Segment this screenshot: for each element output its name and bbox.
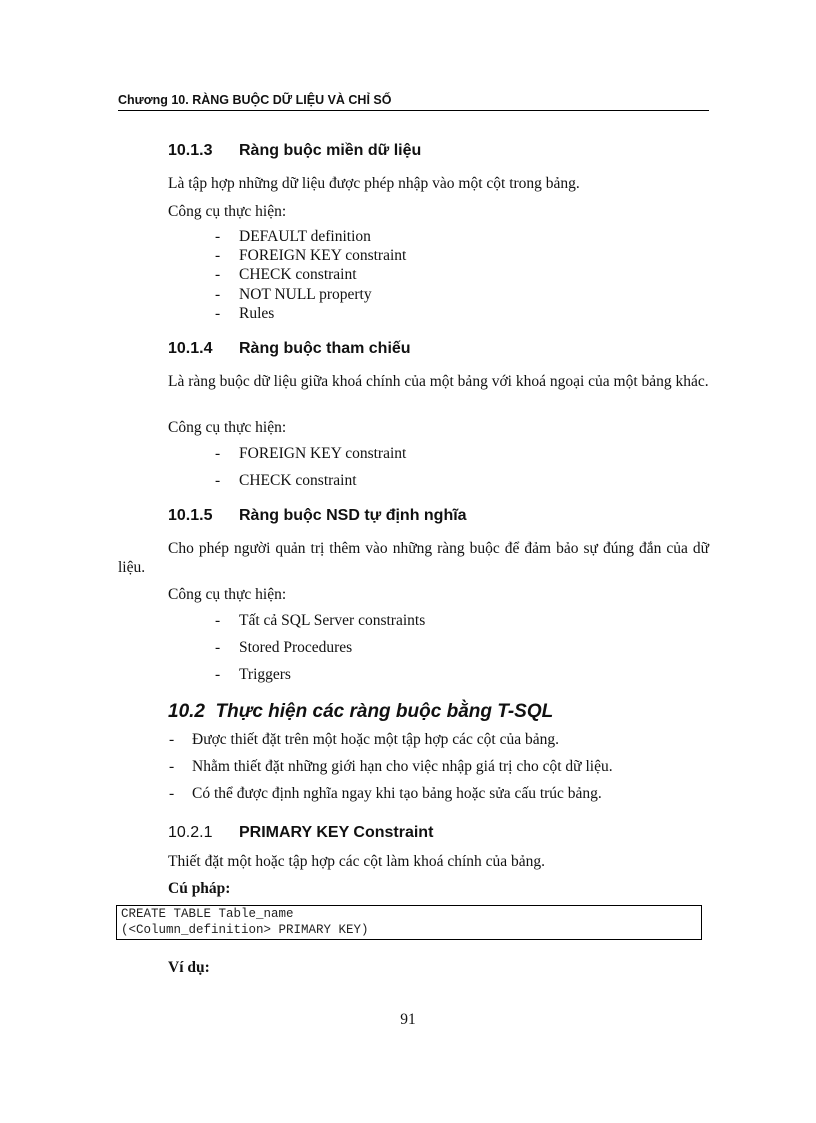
tools-label: Công cụ thực hiện:	[168, 419, 287, 436]
list-item: - DEFAULT definition	[215, 228, 371, 245]
section-paragraph: Thiết đặt một hoặc tập hợp các cột làm khoá chính của bảng.	[168, 853, 546, 870]
section-heading-10-2	[168, 701, 553, 723]
list-item: - Stored Procedures	[215, 639, 353, 656]
section-heading-10-1-4	[168, 340, 411, 358]
section-paragraph: Là tập hợp những dữ liệu được phép nhập vào một cột trong bảng.	[168, 175, 580, 192]
example-label: Ví dụ:	[168, 959, 210, 976]
section-title: Ràng buộc NSD tự định nghĩa	[239, 507, 467, 524]
page-number: 91	[400, 1011, 416, 1028]
section-number: 10.1.5	[168, 507, 213, 524]
tools-label: Công cụ thực hiện:	[168, 586, 287, 603]
list-item: - Được thiết đặt trên một hoặc một tập hợp các cột của bảng.	[169, 731, 559, 748]
section-heading-10-2-1	[168, 824, 433, 842]
list-item: - Triggers	[215, 666, 291, 683]
code-line: (<Column_definition> PRIMARY KEY)	[121, 923, 369, 937]
list-item: - NOT NULL property	[215, 286, 372, 303]
section-title: Thực hiện các ràng buộc bằng T-SQL	[215, 701, 554, 722]
header-rule	[118, 110, 709, 111]
list-item: - CHECK constraint	[215, 266, 357, 283]
running-header: Chương 10. RÀNG BUỘC DỮ LIỆU VÀ CHỈ SỐ	[118, 93, 392, 107]
list-item: - FOREIGN KEY constraint	[215, 445, 407, 462]
list-item: - CHECK constraint	[215, 472, 357, 489]
list-item: - Tất cả SQL Server constraints	[215, 612, 426, 629]
section-paragraph: Cho phép người quản trị thêm vào những ràng buộc để đảm bảo sự đúng đắn của dữ liệu.	[118, 540, 709, 576]
section-title: Ràng buộc miền dữ liệu	[239, 142, 422, 159]
section-heading-10-1-3	[168, 142, 421, 160]
section-title: PRIMARY KEY Constraint	[239, 824, 434, 841]
section-title: Ràng buộc tham chiếu	[239, 340, 411, 357]
section-number: 10.1.3	[168, 142, 213, 159]
list-item: - FOREIGN KEY constraint	[215, 247, 407, 264]
list-item: - Có thể được định nghĩa ngay khi tạo bảng hoặc sửa cấu trúc bảng.	[169, 785, 602, 802]
section-paragraph: Là ràng buộc dữ liệu giữa khoá chính của một bảng với khoá ngoại của một bảng khác.	[168, 373, 709, 390]
list-item: - Nhằm thiết đặt những giới hạn cho việc nhập giá trị cho cột dữ liệu.	[169, 758, 613, 775]
section-number: 10.2.1	[168, 824, 213, 841]
code-line: CREATE TABLE Table_name	[121, 907, 294, 921]
code-block	[116, 905, 702, 940]
section-heading-10-1-5	[168, 507, 467, 525]
list-item: - Rules	[215, 305, 275, 322]
section-number: 10.2	[168, 701, 205, 722]
syntax-label: Cú pháp:	[168, 880, 231, 897]
tools-label: Công cụ thực hiện:	[168, 203, 287, 220]
section-number: 10.1.4	[168, 340, 213, 357]
